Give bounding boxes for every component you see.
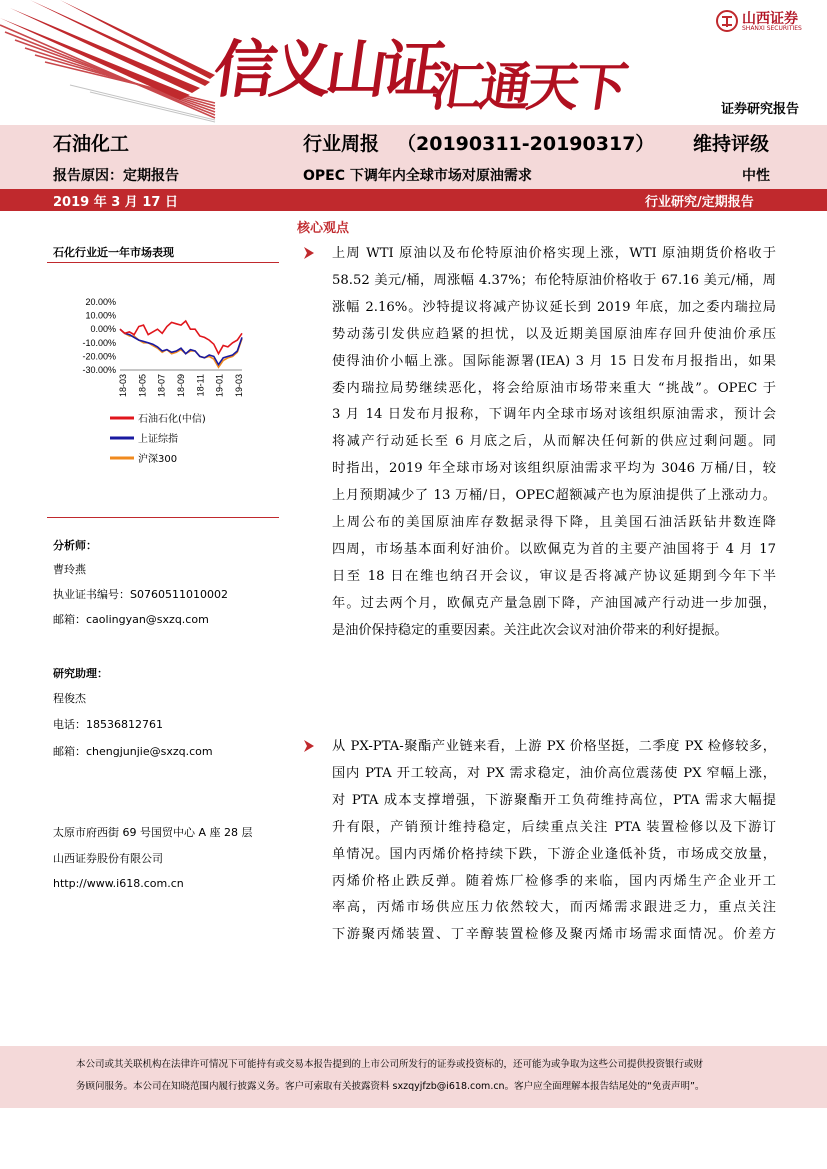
report-category: 行业研究/定期报告 [645,195,754,210]
y-tick-label: 20.00% [85,297,116,307]
sidebar-divider [47,262,279,263]
company-name: 山西证券股份有限公司 [53,852,163,865]
paragraph-line: 日至 18 日在维也纳召开会议，审议是否将减产协议延期到今年下半 [332,568,776,584]
disclaimer-line-2: 务顾问服务。本公司在知晓范围内履行披露义务。客户可索取有关披露资料 sxzqyjfzb@i618.com.cn。客户应全面理解本报告结尾处的“免责声明”。 [76,1081,705,1092]
paragraph-line: 丙烯价格止跌反弹。随着炼厂检修季的来临，国内丙烯生产企业开工 [332,873,776,889]
y-tick-label: 0.00% [90,324,116,335]
disclaimer-line-1: 本公司或其关联机构在法律许可情况下可能持有或交易本报告提到的上市公司所发行的证券或投资标的，还可能为或争取为这些公司提供投资银行或财 [76,1059,704,1070]
report-period: （20190311-20190317） [397,133,655,155]
core-view-title: 核心观点 [297,221,350,236]
company-website[interactable]: http://www.i618.com.cn [53,877,184,890]
paragraph-line: 上周 WTI 原油以及布伦特原油价格实现上涨，WTI 原油期货价格收于 [332,246,776,261]
paragraph-line: 委内瑞拉局势继续恶化，将会给原油市场带来重大 “挑战”。OPEC 于 [332,380,776,396]
report-date: 2019 年 3 月 17 日 [53,195,178,210]
paragraph-line: 上月预期减少了 13 万桶/日，OPEC超额减产也为原油提供了上涨动力。 [332,488,776,504]
sidebar-divider-2 [47,517,279,518]
paragraph-line: 上周公布的美国原油库存数据录得下降，且美国石油活跃钻井数连降 [332,515,776,530]
paragraph-line: 率高，丙烯市场供应压力依然较大，而丙烯需求跟进乏力，重点关注 [332,900,776,916]
company-address: 太原市府西街 69 号国贸中心 A 座 28 层 [53,826,253,839]
rating-label: 维持评级 [693,133,770,155]
x-tick-label: 18-07 [156,374,167,398]
paragraph-line: 时指出，2019 年全球市场对该组织原油需求平均为 3046 万桶/日，较 [332,461,776,477]
paragraph-line: 将减产行动延长至 6 月底之后，从而解决任何新的供应过剩问题。同 [332,434,776,450]
analyst-email[interactable]: 邮箱：caolingyan@sxzq.com [53,613,209,626]
legend-label: 沪深300 [138,454,178,465]
brand-name-en: SHANXI SECURITIES [742,25,802,32]
industry-name: 石油化工 [53,133,130,155]
y-tick-label: -20.00% [82,351,116,362]
x-tick-label: 18-05 [137,374,148,398]
report-type-label: 证券研究报告 [721,102,800,117]
performance-chart [72,290,272,480]
legend-label: 石油石化(中信) [138,414,206,425]
y-tick-label: 10.00% [85,310,116,321]
paragraph-line: 是油价保持稳定的重要因素。关注此次会议对油价带来的利好提振。 [332,622,728,638]
header-slogan-part1: 信义山证 [209,33,444,106]
rating-value: 中性 [742,168,770,184]
paragraph-line: 势动荡引发供应趋紧的担忧，以及近期美国原油库存回升使油价承压 [332,326,776,342]
legend-label: 上证综指 [138,434,178,445]
chart-title: 石化行业近一年市场表现 [53,246,174,259]
paragraph-line: 年。过去两个月，欧佩克产量急剧下降，产油国减产行动进一步加强， [332,595,776,611]
paragraph-line: 涨幅 2.16%。沙特提议将减产协议延长到 2019 年底，加之委内瑞拉局 [332,299,776,315]
paragraph-line: 下游聚丙烯装置、丁辛醇装置检修及聚丙烯市场需求面情况。价差方 [332,927,776,943]
assistant-email[interactable]: 邮箱：chengjunjie@sxzq.com [53,745,213,758]
series-line [120,329,242,364]
assistant-label: 研究助理： [53,667,108,680]
paragraph-line: 从 PX-PTA-聚酯产业链来看，上游 PX 价格坚挺，二季度 PX 检修较多， [332,739,776,754]
paragraph-line: 使得油价小幅上涨。国际能源署(IEA) 3 月 15 日发布月报指出，如果 [332,353,776,369]
paragraph-line: 58.52 美元/桶，周涨幅 4.37%；布伦特原油价格收于 67.16 美元/桶，周 [332,272,776,288]
assistant-phone: 电话：18536812761 [53,718,163,731]
x-tick-label: 19-01 [214,374,225,398]
paragraph-line: 3 月 14 日发布月报称，下调年内全球市场对该组织原油需求，预计会 [332,407,776,423]
arrow-bullet-icon [304,740,314,756]
assistant-name: 程俊杰 [53,692,86,705]
paragraph-line: 四周，市场基本面利好油价。以欧佩克为首的主要产油国将于 4 月 17 [332,541,776,557]
header-slogan-part2: 汇通天下 [427,57,628,118]
report-headline: OPEC 下调年内全球市场对原油需求 [303,168,532,184]
x-tick-label: 18-11 [195,374,206,397]
x-tick-label: 18-03 [118,374,128,398]
x-tick-label: 19-03 [234,374,244,398]
page-header [0,0,827,125]
x-tick-label: 18-09 [176,374,186,398]
paragraph-line: 对 PTA 成本支撑增强，下游聚酯开工负荷维持高位，PTA 需求大幅提 [332,792,776,808]
brand-name: 山西证券 [742,11,798,27]
weekly-label: 行业周报 [303,133,380,155]
analyst-label: 分析师： [53,539,97,552]
y-tick-label: -10.00% [82,337,116,348]
analyst-cert: 执业证书编号：S0760511010002 [53,588,228,601]
paragraph-line: 升有限，产销预计维持稳定，后续重点关注 PTA 装置检修以及下游订 [332,819,776,835]
analyst-name: 曹玲燕 [53,563,86,576]
report-reason: 报告原因：定期报告 [53,168,179,184]
brand-logo-icon [716,10,738,32]
paragraph-line: 国内 PTA 开工较高，对 PX 需求稳定，油价高位震荡使 PX 窄幅上涨， [332,765,776,781]
arrow-bullet-icon [304,247,314,263]
y-tick-label: -30.00% [82,365,116,375]
paragraph-line: 单情况。国内丙烯价格持续下跌，下游企业逢低补货，市场成交放量， [332,846,776,862]
